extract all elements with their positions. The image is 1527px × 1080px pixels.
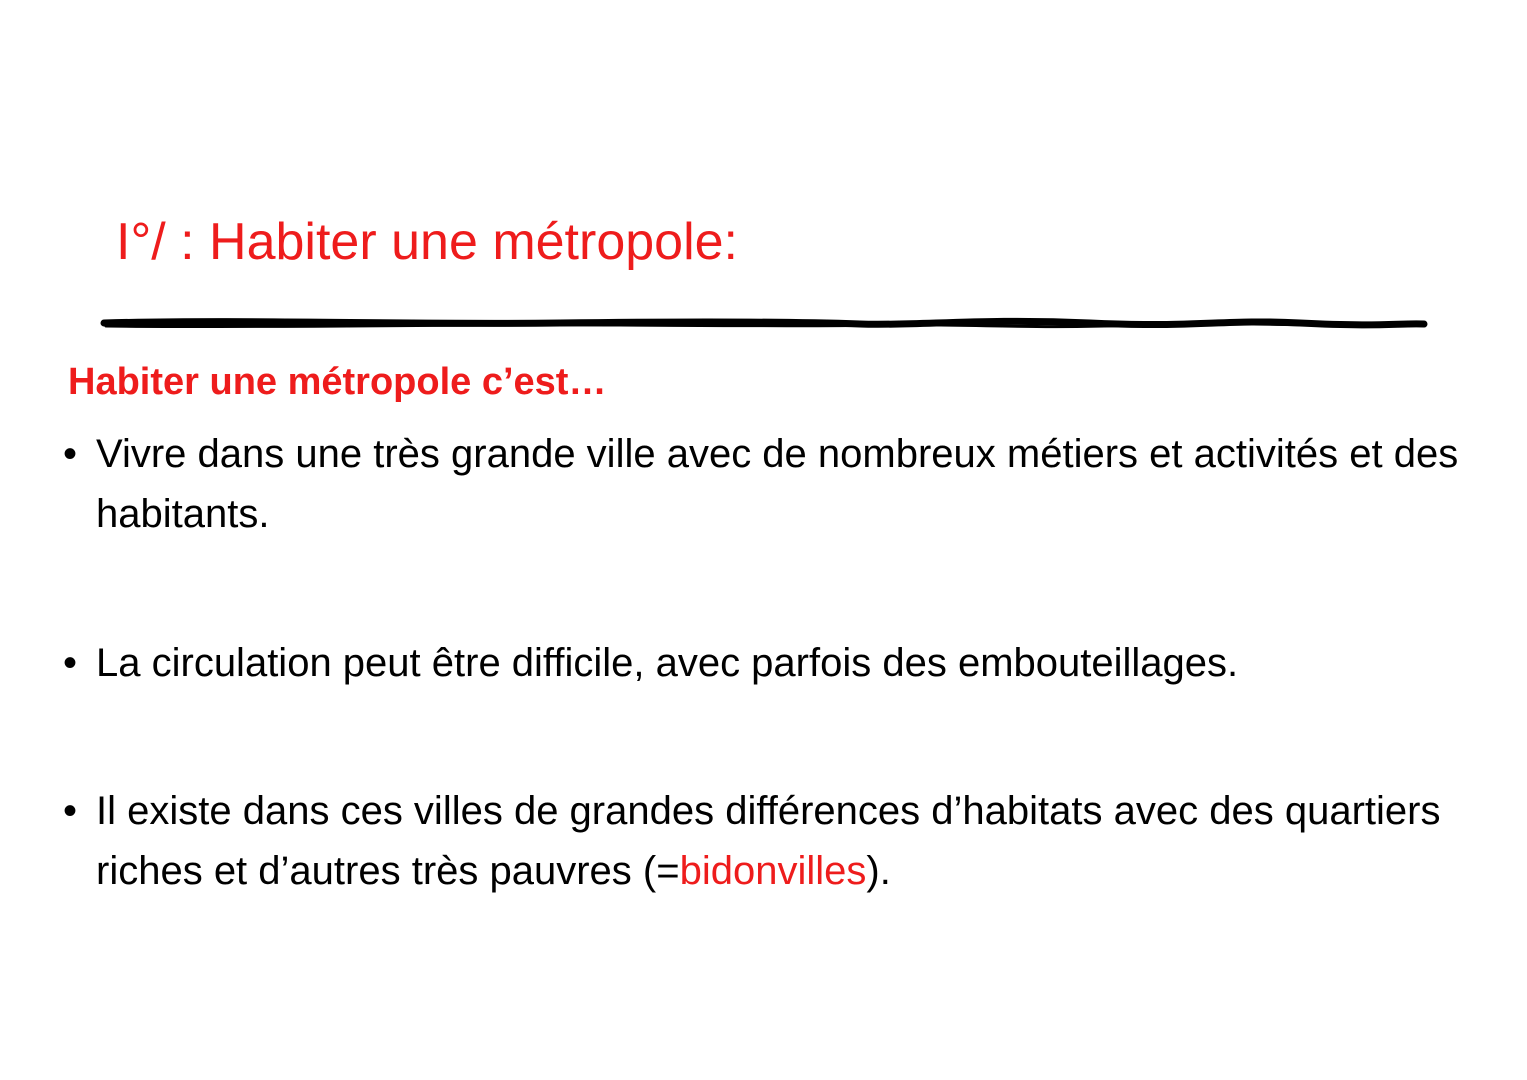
bullet-dot: •	[62, 789, 77, 833]
bullet-dot: •	[62, 641, 77, 685]
bullet-item	[50, 633, 1490, 693]
bullet-item	[50, 424, 1490, 544]
bidonvilles-highlight: bidonvilles	[679, 849, 867, 893]
slide-title: I°/ : Habiter une métropole:	[116, 213, 738, 271]
bullet-text: Vivre dans une très grande ville avec de nombreux métiers et activités et des habitants.	[96, 432, 1459, 536]
section-subtitle: Habiter une métropole c’est…	[68, 361, 607, 403]
bullet-dot: •	[62, 432, 77, 476]
bullet-item	[50, 781, 1490, 901]
bullet-text	[96, 781, 1490, 901]
bullet-text: La circulation peut être difficile, avec parfois des embouteillages.	[96, 641, 1239, 685]
bullet-text-before: Il existe dans ces villes de grandes différences d’habitats avec des quartiers riches et d’autres très pauvres (=	[96, 789, 1441, 893]
bullet-text-after: ).	[866, 849, 891, 893]
title-underline-rule	[100, 310, 1430, 340]
